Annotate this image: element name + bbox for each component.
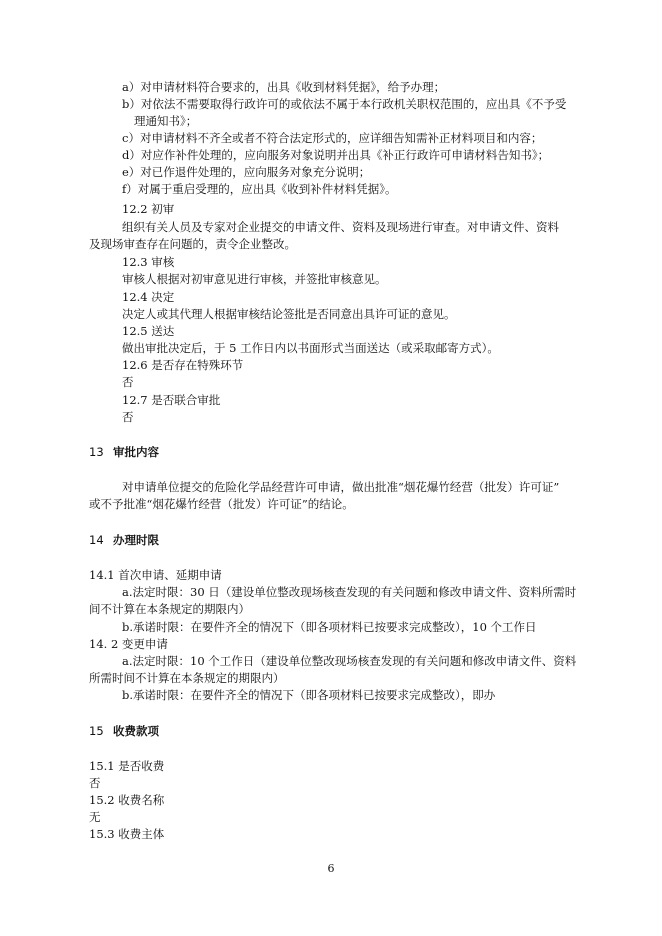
subsection-14-2-heading: 14. 2 变更申请 bbox=[89, 637, 168, 651]
subsection-14-1-a-line2: 间不计算在本条规定的期限内） bbox=[89, 602, 250, 616]
item-e: e）对已作退件处理的，应向服务对象充分说明； bbox=[122, 165, 371, 179]
subsection-14-1-a-line1: a.法定时限：30 日（建设单位整改现场核查发现的有关问题和修改申请文件、资料所需时 bbox=[122, 585, 577, 599]
subsection-12-2-text-line1: 组织有关人员及专家对企业提交的申请文件、资料及现场进行审查。对申请文件、资料 bbox=[122, 220, 559, 234]
subsection-12-6-text: 否 bbox=[122, 375, 134, 389]
subsection-12-5-heading: 12.5 送达 bbox=[122, 324, 175, 338]
section-13-heading bbox=[89, 445, 159, 460]
subsection-15-1-text: 否 bbox=[89, 776, 101, 790]
section-14-heading bbox=[89, 533, 159, 548]
section-13-text-line2: 或不予批准“烟花爆竹经营（批发）许可证”的结论。 bbox=[89, 497, 354, 511]
section-13-text-line1: 对申请单位提交的危险化学品经营许可申请，做出批准“烟花爆竹经营（批发）许可证” bbox=[122, 480, 560, 494]
page-number: 6 bbox=[327, 862, 335, 875]
item-d: d）对应作补件处理的，应向服务对象说明并出具《补正行政许可申请材料告知书》； bbox=[122, 148, 550, 162]
subsection-14-2-a-line1: a.法定时限：10 个工作日（建设单位整改现场核查发现的有关问题和修改申请文件、资料 bbox=[122, 654, 577, 668]
section-14-title: 办理时限 bbox=[113, 533, 159, 547]
section-15-number: 15 bbox=[89, 724, 104, 738]
subsection-12-3-text: 审核人根据对初审意见进行审核，并签批审核意见。 bbox=[122, 272, 387, 286]
subsection-14-2-b: b.承诺时限：在要件齐全的情况下（即各项材料已按要求完成整改），即办 bbox=[122, 688, 496, 702]
item-b-line2: 理通知书》； bbox=[134, 114, 198, 128]
subsection-12-3-heading: 12.3 审核 bbox=[122, 255, 175, 269]
section-15-title: 收费款项 bbox=[113, 724, 159, 738]
section-13-title: 审批内容 bbox=[113, 445, 159, 459]
subsection-12-2-text-line2: 及现场审查存在问题的，责令企业整改。 bbox=[89, 237, 296, 251]
subsection-12-7-heading: 12.7 是否联合审批 bbox=[122, 393, 221, 407]
item-f: f）对属于重启受理的，应出具《收到补件材料凭据》。 bbox=[122, 182, 397, 196]
item-c: c）对申请材料不齐全或者不符合法定形式的，应详细告知需补正材料项目和内容； bbox=[122, 131, 543, 145]
subsection-12-7-text: 否 bbox=[122, 410, 134, 424]
section-13-number: 13 bbox=[89, 445, 104, 459]
subsection-12-4-heading: 12.4 决定 bbox=[122, 290, 175, 304]
subsection-14-1-b: b.承诺时限：在要件齐全的情况下（即各项材料已按要求完成整改），10 个工作日 bbox=[122, 620, 537, 634]
subsection-12-4-text: 决定人或其代理人根据审核结论签批是否同意出具许可证的意见。 bbox=[122, 307, 456, 321]
subsection-15-2-heading: 15.2 收费名称 bbox=[89, 793, 165, 807]
subsection-12-5-text: 做出审批决定后，于 5 工作日内以书面形式当面送达（或采取邮寄方式）。 bbox=[122, 341, 499, 355]
subsection-15-2-text: 无 bbox=[89, 810, 101, 824]
section-15-heading bbox=[89, 724, 159, 739]
subsection-14-2-a-line2: 所需时间不计算在本条规定的期限内） bbox=[89, 671, 285, 685]
item-a: a）对申请材料符合要求的，出具《收到材料凭据》，给予办理； bbox=[122, 80, 446, 94]
subsection-14-1-heading: 14.1 首次申请、延期申请 bbox=[89, 568, 222, 582]
subsection-15-3-heading: 15.3 收费主体 bbox=[89, 827, 165, 841]
section-14-number: 14 bbox=[89, 533, 104, 547]
subsection-15-1-heading: 15.1 是否收费 bbox=[89, 759, 165, 773]
subsection-12-2-heading: 12.2 初审 bbox=[122, 202, 175, 216]
subsection-12-6-heading: 12.6 是否存在特殊环节 bbox=[122, 358, 244, 372]
item-b-line1: b）对依法不需要取得行政许可的或依法不属于本行政机关职权范围的，应出具《不予受 bbox=[122, 97, 567, 111]
